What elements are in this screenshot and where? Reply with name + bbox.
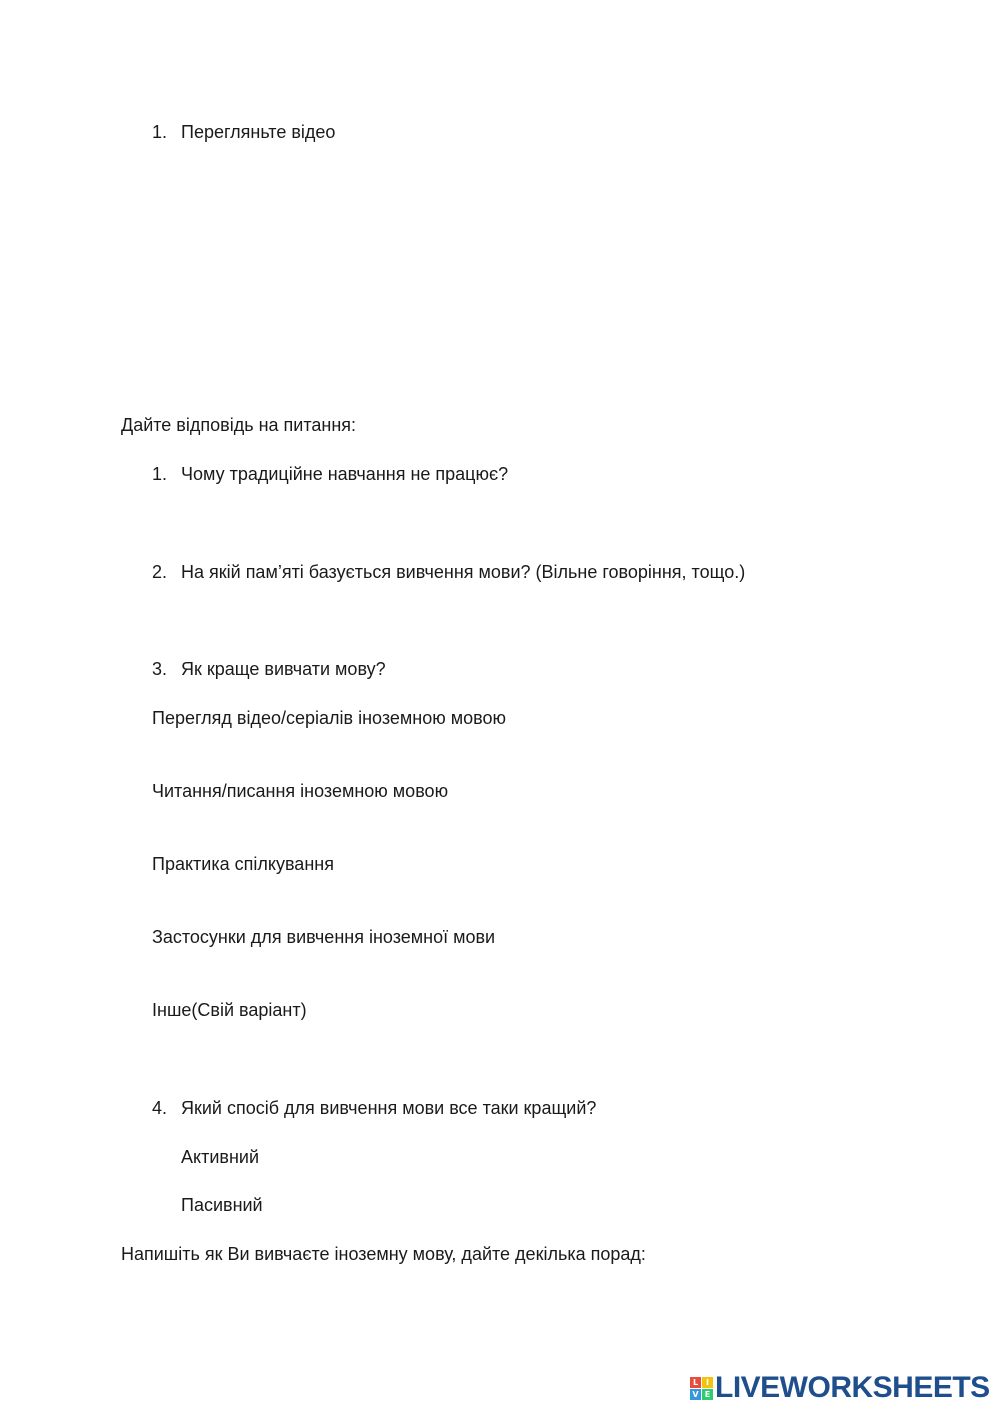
question-text: Як краще вивчати мову? bbox=[181, 659, 386, 679]
question-text: На якій пам’яті базується вивчення мови? (Вільне говоріння, тощо.) bbox=[181, 562, 746, 582]
questions-intro: Дайте відповідь на питання: bbox=[121, 415, 357, 435]
logo-mark-icon bbox=[690, 1377, 713, 1400]
list-number: 1. bbox=[152, 464, 168, 484]
list-number: 1. bbox=[152, 122, 168, 142]
q3-option[interactable]: Застосунки для вивчення іноземної мови bbox=[152, 927, 496, 947]
question-2 bbox=[152, 561, 745, 583]
logo-text: LIVEWORKSHEETS bbox=[715, 1371, 990, 1404]
question-text: Чому традиційне навчання не працює? bbox=[181, 464, 509, 484]
closing-prompt: Напишіть як Ви вивчаєте іноземну мову, дайте декілька порад: bbox=[121, 1244, 646, 1264]
q3-option[interactable]: Перегляд відео/серіалів іноземною мовою bbox=[152, 708, 506, 728]
video-instruction bbox=[152, 121, 335, 143]
video-instruction-text: Перегляньте відео bbox=[181, 122, 336, 142]
logo-letter: V bbox=[690, 1389, 701, 1400]
question-text: Який спосіб для вивчення мови все таки кращий? bbox=[181, 1098, 597, 1118]
q3-option[interactable]: Читання/писання іноземною мовою bbox=[152, 781, 449, 801]
logo-letter: E bbox=[702, 1389, 713, 1400]
question-3 bbox=[152, 658, 386, 680]
list-number: 2. bbox=[152, 562, 168, 582]
question-4 bbox=[152, 1097, 596, 1119]
logo-letter: L bbox=[690, 1377, 701, 1388]
q4-option[interactable]: Пасивний bbox=[181, 1195, 263, 1215]
list-number: 4. bbox=[152, 1098, 168, 1118]
q4-option[interactable]: Активний bbox=[181, 1147, 259, 1167]
q3-option[interactable]: Інше(Свій варіант) bbox=[152, 1000, 307, 1020]
logo-letter: I bbox=[702, 1377, 713, 1388]
question-1 bbox=[152, 463, 508, 485]
list-number: 3. bbox=[152, 659, 168, 679]
q3-option[interactable]: Практика спілкування bbox=[152, 854, 334, 874]
liveworksheets-logo bbox=[690, 1372, 990, 1404]
